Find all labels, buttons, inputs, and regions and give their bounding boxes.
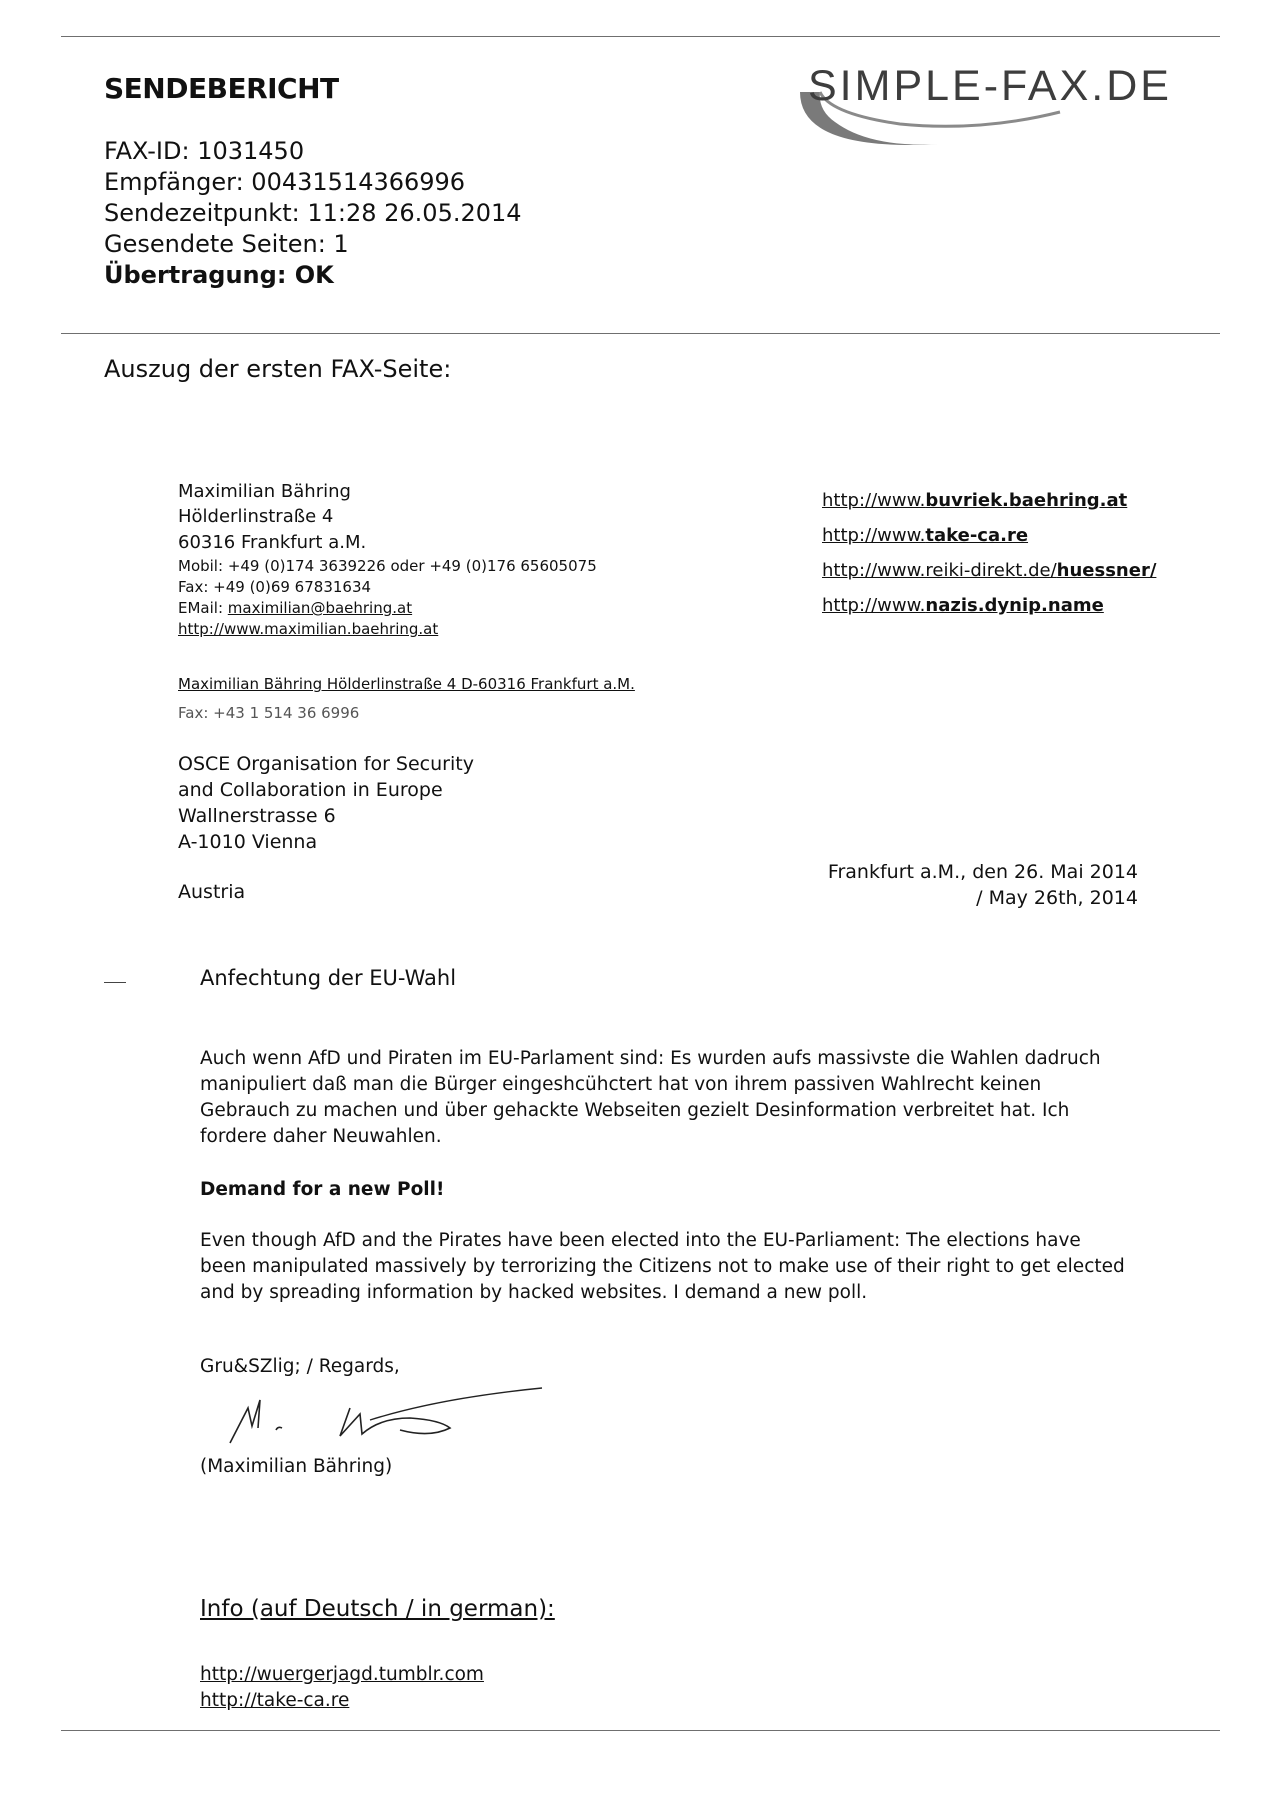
mobile-value: +49 (0)174 3639226 oder +49 (0)176 65605075 [227, 557, 597, 575]
signer-name: (Maximilian Bähring) [200, 1456, 393, 1477]
recipient-line4: A-1010 Vienna [178, 831, 318, 853]
info-heading: Info (auf Deutsch / in german): [200, 1596, 555, 1622]
fold-mark [104, 982, 126, 983]
recipient-line2: and Collaboration in Europe [178, 779, 443, 801]
link-bold: buvriek.baehring.at [925, 490, 1128, 511]
link-nazis-dynip[interactable] [822, 595, 1104, 616]
body-german: Auch wenn AfD und Piraten im EU-Parlament sind: Es wurden aufs massivste die Wahlen dadruch manipuliert daß man die Bürger eingeshcühctert hat von ihrem passiven Wahlrecht keinen Gebrauch zu machen und über gehackte Webseiten gezielt Desinformation verbreitet hat. Ich fordere daher Neuwahlen. [200, 1048, 1101, 1147]
recipient-line1: OSCE Organisation for Security [178, 753, 474, 775]
info-link-tumblr[interactable]: http://wuergerjagd.tumblr.com [200, 1664, 484, 1685]
header-rule [61, 333, 1220, 334]
link-bold: take-ca.re [925, 525, 1029, 546]
sender-city: 60316 Frankfurt a.M. [178, 532, 367, 553]
link-reiki-direkt[interactable] [822, 560, 1156, 581]
email-label: EMail: [178, 599, 223, 617]
fax-value: +49 (0)69 67831634 [213, 578, 372, 596]
link-prefix: http://www.reiki-direkt.de/ [822, 560, 1057, 581]
recipient-line3: Wallnerstrasse 6 [178, 805, 336, 827]
link-buvriek[interactable] [822, 490, 1127, 511]
excerpt-heading: Auszug der ersten FAX-Seite: [104, 355, 452, 383]
pages-sent: Gesendete Seiten: 1 [104, 230, 349, 258]
letter-date-de: Frankfurt a.M., den 26. Mai 2014 [827, 861, 1138, 883]
report-title: SENDEBERICHT [104, 72, 339, 105]
greeting: Gru&SZlig; / Regards, [200, 1356, 400, 1377]
letter-date-en: / May 26th, 2014 [976, 887, 1138, 909]
link-prefix: http://www. [822, 490, 926, 511]
sender-return-line: Maximilian Bähring Hölderlinstraße 4 D-60316 Frankfurt a.M. [178, 675, 635, 693]
letter-subject: Anfechtung der EU-Wahl [200, 966, 457, 990]
transmission-status: Übertragung: OK [104, 261, 334, 289]
bottom-rule [61, 1730, 1220, 1731]
send-time: Sendezeitpunkt: 11:28 26.05.2014 [104, 199, 522, 227]
sender-email [178, 598, 412, 619]
info-link-take-ca[interactable]: http://take-ca.re [200, 1690, 350, 1711]
recipient-fax: Fax: +43 1 514 36 6996 [178, 704, 360, 722]
link-prefix: http://www. [822, 525, 926, 546]
mobile-label: Mobil: [178, 557, 224, 575]
link-bold: huessner/ [1056, 560, 1157, 581]
top-rule [61, 36, 1220, 37]
signature-icon [200, 1378, 550, 1448]
sender-street: Hölderlinstraße 4 [178, 506, 334, 527]
email-link[interactable]: maximilian@baehring.at [227, 599, 413, 617]
sender-website-link[interactable]: http://www.maximilian.baehring.at [178, 620, 439, 638]
sender-name: Maximilian Bähring [178, 481, 351, 502]
recipient-country: Austria [178, 881, 246, 903]
recipient-number: Empfänger: 00431514366996 [104, 168, 466, 196]
link-prefix: http://www. [822, 595, 926, 616]
simple-fax-logo [760, 52, 1220, 162]
link-bold: nazis.dynip.name [925, 595, 1104, 616]
body-english: Even though AfD and the Pirates have been elected into the EU-Parliament: The elections have been manipulated massively by terrorizing the Citizens not to make use of their right to get elected and by spreading information by hacked websites. I demand a new poll. [200, 1230, 1125, 1303]
fax-id: FAX-ID: 1031450 [104, 137, 305, 165]
sender-mobile [178, 556, 597, 577]
fax-label: Fax: [178, 578, 209, 596]
link-take-ca[interactable] [822, 525, 1028, 546]
demand-title-en: Demand for a new Poll! [200, 1179, 445, 1200]
logo-text: SIMPLE-FAX.DE [808, 62, 1172, 110]
sender-fax [178, 577, 371, 598]
